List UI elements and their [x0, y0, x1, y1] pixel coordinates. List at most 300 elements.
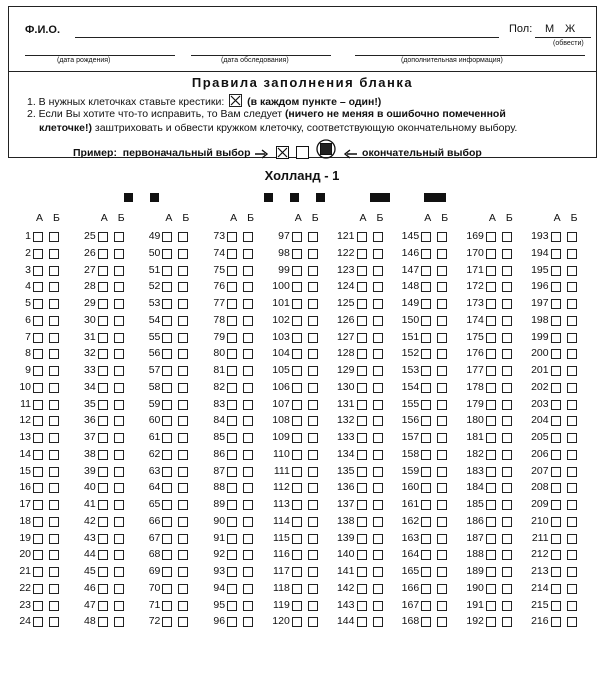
answer-box-105-b[interactable] [308, 366, 318, 376]
answer-box-151-b[interactable] [437, 333, 447, 343]
answer-box-208-b[interactable] [567, 483, 577, 493]
answer-box-57-b[interactable] [178, 366, 188, 376]
answer-box-80-a[interactable] [227, 349, 237, 359]
answer-box-65-b[interactable] [178, 500, 188, 510]
answer-box-74-b[interactable] [243, 249, 253, 259]
answer-box-159-a[interactable] [421, 467, 431, 477]
answer-box-30-b[interactable] [114, 316, 124, 326]
answer-box-115-a[interactable] [292, 534, 302, 544]
answer-box-60-a[interactable] [162, 416, 172, 426]
answer-box-82-b[interactable] [243, 383, 253, 393]
answer-box-38-b[interactable] [114, 450, 124, 460]
answer-box-73-b[interactable] [243, 232, 253, 242]
answer-box-99-a[interactable] [292, 266, 302, 276]
answer-box-210-b[interactable] [567, 517, 577, 527]
answer-box-146-b[interactable] [437, 249, 447, 259]
answer-box-58-a[interactable] [162, 383, 172, 393]
answer-box-46-b[interactable] [114, 584, 124, 594]
answer-box-183-b[interactable] [502, 467, 512, 477]
answer-box-145-b[interactable] [437, 232, 447, 242]
answer-box-23-a[interactable] [33, 601, 43, 611]
answer-box-192-b[interactable] [502, 617, 512, 627]
answer-box-87-b[interactable] [243, 467, 253, 477]
answer-box-85-a[interactable] [227, 433, 237, 443]
answer-box-136-b[interactable] [373, 483, 383, 493]
answer-box-137-b[interactable] [373, 500, 383, 510]
answer-box-15-a[interactable] [33, 467, 43, 477]
answer-box-98-a[interactable] [292, 249, 302, 259]
answer-box-85-b[interactable] [243, 433, 253, 443]
answer-box-149-b[interactable] [437, 299, 447, 309]
answer-box-46-a[interactable] [98, 584, 108, 594]
answer-box-132-a[interactable] [357, 416, 367, 426]
answer-box-40-a[interactable] [98, 483, 108, 493]
answer-box-167-b[interactable] [437, 601, 447, 611]
answer-box-70-b[interactable] [178, 584, 188, 594]
answer-box-142-a[interactable] [357, 584, 367, 594]
answer-box-128-a[interactable] [357, 349, 367, 359]
answer-box-126-a[interactable] [357, 316, 367, 326]
exam-date-field[interactable] [191, 55, 331, 56]
answer-box-42-b[interactable] [114, 517, 124, 527]
answer-box-28-a[interactable] [98, 282, 108, 292]
answer-box-18-a[interactable] [33, 517, 43, 527]
answer-box-130-b[interactable] [373, 383, 383, 393]
answer-box-167-a[interactable] [421, 601, 431, 611]
answer-box-121-b[interactable] [373, 232, 383, 242]
answer-box-153-a[interactable] [421, 366, 431, 376]
answer-box-125-b[interactable] [373, 299, 383, 309]
answer-box-182-b[interactable] [502, 450, 512, 460]
answer-box-144-b[interactable] [373, 617, 383, 627]
answer-box-182-a[interactable] [486, 450, 496, 460]
answer-box-100-a[interactable] [292, 282, 302, 292]
answer-box-213-b[interactable] [567, 567, 577, 577]
answer-box-118-a[interactable] [292, 584, 302, 594]
answer-box-22-b[interactable] [49, 584, 59, 594]
answer-box-199-b[interactable] [567, 333, 577, 343]
answer-box-54-a[interactable] [162, 316, 172, 326]
answer-box-11-b[interactable] [49, 400, 59, 410]
answer-box-73-a[interactable] [227, 232, 237, 242]
answer-box-162-b[interactable] [437, 517, 447, 527]
answer-box-201-a[interactable] [551, 366, 561, 376]
answer-box-37-a[interactable] [98, 433, 108, 443]
answer-box-172-b[interactable] [502, 282, 512, 292]
answer-box-199-a[interactable] [551, 333, 561, 343]
answer-box-179-b[interactable] [502, 400, 512, 410]
answer-box-184-b[interactable] [502, 483, 512, 493]
answer-box-118-b[interactable] [308, 584, 318, 594]
answer-box-174-b[interactable] [502, 316, 512, 326]
answer-box-173-a[interactable] [486, 299, 496, 309]
answer-box-81-b[interactable] [243, 366, 253, 376]
answer-box-51-a[interactable] [162, 266, 172, 276]
answer-box-148-b[interactable] [437, 282, 447, 292]
answer-box-15-b[interactable] [49, 467, 59, 477]
answer-box-45-b[interactable] [114, 567, 124, 577]
answer-box-145-a[interactable] [421, 232, 431, 242]
answer-box-97-a[interactable] [292, 232, 302, 242]
answer-box-17-a[interactable] [33, 500, 43, 510]
answer-box-74-a[interactable] [227, 249, 237, 259]
answer-box-109-a[interactable] [292, 433, 302, 443]
answer-box-170-b[interactable] [502, 249, 512, 259]
answer-box-6-b[interactable] [49, 316, 59, 326]
answer-box-25-a[interactable] [98, 232, 108, 242]
answer-box-2-a[interactable] [33, 249, 43, 259]
answer-box-50-a[interactable] [162, 249, 172, 259]
answer-box-185-a[interactable] [486, 500, 496, 510]
answer-box-64-b[interactable] [178, 483, 188, 493]
fio-field[interactable] [75, 37, 499, 38]
answer-box-154-a[interactable] [421, 383, 431, 393]
sex-option-m[interactable]: М [545, 23, 555, 35]
answer-box-147-b[interactable] [437, 266, 447, 276]
answer-box-31-a[interactable] [98, 333, 108, 343]
answer-box-110-b[interactable] [308, 450, 318, 460]
answer-box-122-a[interactable] [357, 249, 367, 259]
answer-box-78-a[interactable] [227, 316, 237, 326]
answer-box-175-a[interactable] [486, 333, 496, 343]
answer-box-191-a[interactable] [486, 601, 496, 611]
answer-box-33-b[interactable] [114, 366, 124, 376]
answer-box-149-a[interactable] [421, 299, 431, 309]
answer-box-55-a[interactable] [162, 333, 172, 343]
answer-box-134-a[interactable] [357, 450, 367, 460]
answer-box-101-b[interactable] [308, 299, 318, 309]
answer-box-155-a[interactable] [421, 400, 431, 410]
answer-box-45-a[interactable] [98, 567, 108, 577]
answer-box-211-b[interactable] [567, 534, 577, 544]
answer-box-120-b[interactable] [308, 617, 318, 627]
answer-box-53-b[interactable] [178, 299, 188, 309]
answer-box-93-b[interactable] [243, 567, 253, 577]
answer-box-195-a[interactable] [551, 266, 561, 276]
answer-box-128-b[interactable] [373, 349, 383, 359]
answer-box-38-a[interactable] [98, 450, 108, 460]
answer-box-75-b[interactable] [243, 266, 253, 276]
answer-box-26-b[interactable] [114, 249, 124, 259]
answer-box-179-a[interactable] [486, 400, 496, 410]
answer-box-97-b[interactable] [308, 232, 318, 242]
answer-box-178-b[interactable] [502, 383, 512, 393]
answer-box-188-a[interactable] [486, 550, 496, 560]
answer-box-61-b[interactable] [178, 433, 188, 443]
answer-box-155-b[interactable] [437, 400, 447, 410]
answer-box-12-b[interactable] [49, 416, 59, 426]
answer-box-99-b[interactable] [308, 266, 318, 276]
answer-box-5-b[interactable] [49, 299, 59, 309]
answer-box-3-a[interactable] [33, 266, 43, 276]
answer-box-123-a[interactable] [357, 266, 367, 276]
answer-box-190-b[interactable] [502, 584, 512, 594]
answer-box-95-a[interactable] [227, 601, 237, 611]
answer-box-60-b[interactable] [178, 416, 188, 426]
answer-box-116-b[interactable] [308, 550, 318, 560]
answer-box-192-a[interactable] [486, 617, 496, 627]
answer-box-91-a[interactable] [227, 534, 237, 544]
answer-box-198-b[interactable] [567, 316, 577, 326]
answer-box-214-b[interactable] [567, 584, 577, 594]
answer-box-16-a[interactable] [33, 483, 43, 493]
answer-box-138-a[interactable] [357, 517, 367, 527]
answer-box-126-b[interactable] [373, 316, 383, 326]
answer-box-209-b[interactable] [567, 500, 577, 510]
answer-box-135-b[interactable] [373, 467, 383, 477]
answer-box-117-b[interactable] [308, 567, 318, 577]
answer-box-8-b[interactable] [49, 349, 59, 359]
answer-box-24-b[interactable] [49, 617, 59, 627]
answer-box-131-b[interactable] [373, 400, 383, 410]
answer-box-88-b[interactable] [243, 483, 253, 493]
answer-box-86-b[interactable] [243, 450, 253, 460]
answer-box-5-a[interactable] [33, 299, 43, 309]
answer-box-7-b[interactable] [49, 333, 59, 343]
answer-box-124-b[interactable] [373, 282, 383, 292]
answer-box-44-b[interactable] [114, 550, 124, 560]
answer-box-154-b[interactable] [437, 383, 447, 393]
answer-box-34-b[interactable] [114, 383, 124, 393]
answer-box-25-b[interactable] [114, 232, 124, 242]
answer-box-12-a[interactable] [33, 416, 43, 426]
answer-box-32-a[interactable] [98, 349, 108, 359]
answer-box-49-b[interactable] [178, 232, 188, 242]
answer-box-20-a[interactable] [33, 550, 43, 560]
answer-box-143-b[interactable] [373, 601, 383, 611]
answer-box-200-a[interactable] [551, 349, 561, 359]
answer-box-169-b[interactable] [502, 232, 512, 242]
answer-box-210-a[interactable] [551, 517, 561, 527]
answer-box-95-b[interactable] [243, 601, 253, 611]
answer-box-69-b[interactable] [178, 567, 188, 577]
answer-box-19-b[interactable] [49, 534, 59, 544]
answer-box-146-a[interactable] [421, 249, 431, 259]
answer-box-158-a[interactable] [421, 450, 431, 460]
answer-box-188-b[interactable] [502, 550, 512, 560]
answer-box-80-b[interactable] [243, 349, 253, 359]
answer-box-123-b[interactable] [373, 266, 383, 276]
answer-box-39-a[interactable] [98, 467, 108, 477]
extra-info-field[interactable] [355, 55, 585, 56]
answer-box-112-a[interactable] [292, 483, 302, 493]
answer-box-139-b[interactable] [373, 534, 383, 544]
answer-box-207-b[interactable] [567, 467, 577, 477]
answer-box-190-a[interactable] [486, 584, 496, 594]
answer-box-92-a[interactable] [227, 550, 237, 560]
answer-box-207-a[interactable] [551, 467, 561, 477]
answer-box-152-b[interactable] [437, 349, 447, 359]
answer-box-68-a[interactable] [162, 550, 172, 560]
answer-box-144-a[interactable] [357, 617, 367, 627]
answer-box-78-b[interactable] [243, 316, 253, 326]
answer-box-131-a[interactable] [357, 400, 367, 410]
answer-box-101-a[interactable] [292, 299, 302, 309]
answer-box-205-a[interactable] [551, 433, 561, 443]
answer-box-67-a[interactable] [162, 534, 172, 544]
answer-box-141-a[interactable] [357, 567, 367, 577]
answer-box-186-a[interactable] [486, 517, 496, 527]
answer-box-187-b[interactable] [502, 534, 512, 544]
answer-box-209-a[interactable] [551, 500, 561, 510]
answer-box-202-b[interactable] [567, 383, 577, 393]
answer-box-115-b[interactable] [308, 534, 318, 544]
answer-box-151-a[interactable] [421, 333, 431, 343]
answer-box-166-b[interactable] [437, 584, 447, 594]
answer-box-157-a[interactable] [421, 433, 431, 443]
answer-box-111-b[interactable] [308, 467, 318, 477]
answer-box-1-b[interactable] [49, 232, 59, 242]
answer-box-164-b[interactable] [437, 550, 447, 560]
answer-box-160-b[interactable] [437, 483, 447, 493]
answer-box-4-b[interactable] [49, 282, 59, 292]
answer-box-68-b[interactable] [178, 550, 188, 560]
answer-box-2-b[interactable] [49, 249, 59, 259]
answer-box-171-a[interactable] [486, 266, 496, 276]
answer-box-202-a[interactable] [551, 383, 561, 393]
answer-box-31-b[interactable] [114, 333, 124, 343]
answer-box-116-a[interactable] [292, 550, 302, 560]
answer-box-35-b[interactable] [114, 400, 124, 410]
answer-box-62-a[interactable] [162, 450, 172, 460]
answer-box-113-b[interactable] [308, 500, 318, 510]
answer-box-191-b[interactable] [502, 601, 512, 611]
answer-box-20-b[interactable] [49, 550, 59, 560]
answer-box-48-b[interactable] [114, 617, 124, 627]
answer-box-10-b[interactable] [49, 383, 59, 393]
answer-box-183-a[interactable] [486, 467, 496, 477]
answer-box-33-a[interactable] [98, 366, 108, 376]
answer-box-59-b[interactable] [178, 400, 188, 410]
answer-box-158-b[interactable] [437, 450, 447, 460]
answer-box-181-a[interactable] [486, 433, 496, 443]
answer-box-189-b[interactable] [502, 567, 512, 577]
answer-box-193-b[interactable] [567, 232, 577, 242]
answer-box-83-b[interactable] [243, 400, 253, 410]
answer-box-10-a[interactable] [33, 383, 43, 393]
answer-box-91-b[interactable] [243, 534, 253, 544]
answer-box-127-b[interactable] [373, 333, 383, 343]
answer-box-76-b[interactable] [243, 282, 253, 292]
answer-box-52-b[interactable] [178, 282, 188, 292]
answer-box-104-a[interactable] [292, 349, 302, 359]
answer-box-102-a[interactable] [292, 316, 302, 326]
answer-box-70-a[interactable] [162, 584, 172, 594]
answer-box-61-a[interactable] [162, 433, 172, 443]
answer-box-40-b[interactable] [114, 483, 124, 493]
answer-box-92-b[interactable] [243, 550, 253, 560]
answer-box-77-a[interactable] [227, 299, 237, 309]
answer-box-197-b[interactable] [567, 299, 577, 309]
answer-box-161-b[interactable] [437, 500, 447, 510]
answer-box-162-a[interactable] [421, 517, 431, 527]
answer-box-63-b[interactable] [178, 467, 188, 477]
answer-box-58-b[interactable] [178, 383, 188, 393]
answer-box-140-a[interactable] [357, 550, 367, 560]
answer-box-204-a[interactable] [551, 416, 561, 426]
answer-box-140-b[interactable] [373, 550, 383, 560]
answer-box-41-b[interactable] [114, 500, 124, 510]
answer-box-216-a[interactable] [551, 617, 561, 627]
answer-box-141-b[interactable] [373, 567, 383, 577]
answer-box-133-a[interactable] [357, 433, 367, 443]
answer-box-9-a[interactable] [33, 366, 43, 376]
answer-box-57-a[interactable] [162, 366, 172, 376]
answer-box-96-b[interactable] [243, 617, 253, 627]
answer-box-175-b[interactable] [502, 333, 512, 343]
answer-box-37-b[interactable] [114, 433, 124, 443]
answer-box-55-b[interactable] [178, 333, 188, 343]
answer-box-18-b[interactable] [49, 517, 59, 527]
answer-box-72-b[interactable] [178, 617, 188, 627]
answer-box-127-a[interactable] [357, 333, 367, 343]
answer-box-169-a[interactable] [486, 232, 496, 242]
answer-box-56-b[interactable] [178, 349, 188, 359]
answer-box-27-b[interactable] [114, 266, 124, 276]
answer-box-203-b[interactable] [567, 400, 577, 410]
answer-box-132-b[interactable] [373, 416, 383, 426]
answer-box-204-b[interactable] [567, 416, 577, 426]
answer-box-16-b[interactable] [49, 483, 59, 493]
answer-box-50-b[interactable] [178, 249, 188, 259]
answer-box-160-a[interactable] [421, 483, 431, 493]
answer-box-104-b[interactable] [308, 349, 318, 359]
answer-box-130-a[interactable] [357, 383, 367, 393]
answer-box-156-b[interactable] [437, 416, 447, 426]
answer-box-172-a[interactable] [486, 282, 496, 292]
answer-box-107-a[interactable] [292, 400, 302, 410]
answer-box-21-b[interactable] [49, 567, 59, 577]
answer-box-150-b[interactable] [437, 316, 447, 326]
answer-box-129-a[interactable] [357, 366, 367, 376]
answer-box-165-b[interactable] [437, 567, 447, 577]
answer-box-197-a[interactable] [551, 299, 561, 309]
answer-box-215-a[interactable] [551, 601, 561, 611]
answer-box-42-a[interactable] [98, 517, 108, 527]
answer-box-215-b[interactable] [567, 601, 577, 611]
answer-box-108-a[interactable] [292, 416, 302, 426]
answer-box-198-a[interactable] [551, 316, 561, 326]
answer-box-168-a[interactable] [421, 617, 431, 627]
answer-box-166-a[interactable] [421, 584, 431, 594]
answer-box-129-b[interactable] [373, 366, 383, 376]
answer-box-216-b[interactable] [567, 617, 577, 627]
answer-box-212-b[interactable] [567, 550, 577, 560]
answer-box-83-a[interactable] [227, 400, 237, 410]
answer-box-180-a[interactable] [486, 416, 496, 426]
answer-box-200-b[interactable] [567, 349, 577, 359]
answer-box-103-b[interactable] [308, 333, 318, 343]
answer-box-119-b[interactable] [308, 601, 318, 611]
answer-box-108-b[interactable] [308, 416, 318, 426]
answer-box-36-a[interactable] [98, 416, 108, 426]
answer-box-178-a[interactable] [486, 383, 496, 393]
answer-box-125-a[interactable] [357, 299, 367, 309]
answer-box-109-b[interactable] [308, 433, 318, 443]
answer-box-161-a[interactable] [421, 500, 431, 510]
answer-box-147-a[interactable] [421, 266, 431, 276]
answer-box-22-a[interactable] [33, 584, 43, 594]
answer-box-23-b[interactable] [49, 601, 59, 611]
answer-box-87-a[interactable] [227, 467, 237, 477]
answer-box-170-a[interactable] [486, 249, 496, 259]
answer-box-14-a[interactable] [33, 450, 43, 460]
answer-box-30-a[interactable] [98, 316, 108, 326]
answer-box-29-a[interactable] [98, 299, 108, 309]
answer-box-44-a[interactable] [98, 550, 108, 560]
answer-box-34-a[interactable] [98, 383, 108, 393]
answer-box-106-a[interactable] [292, 383, 302, 393]
